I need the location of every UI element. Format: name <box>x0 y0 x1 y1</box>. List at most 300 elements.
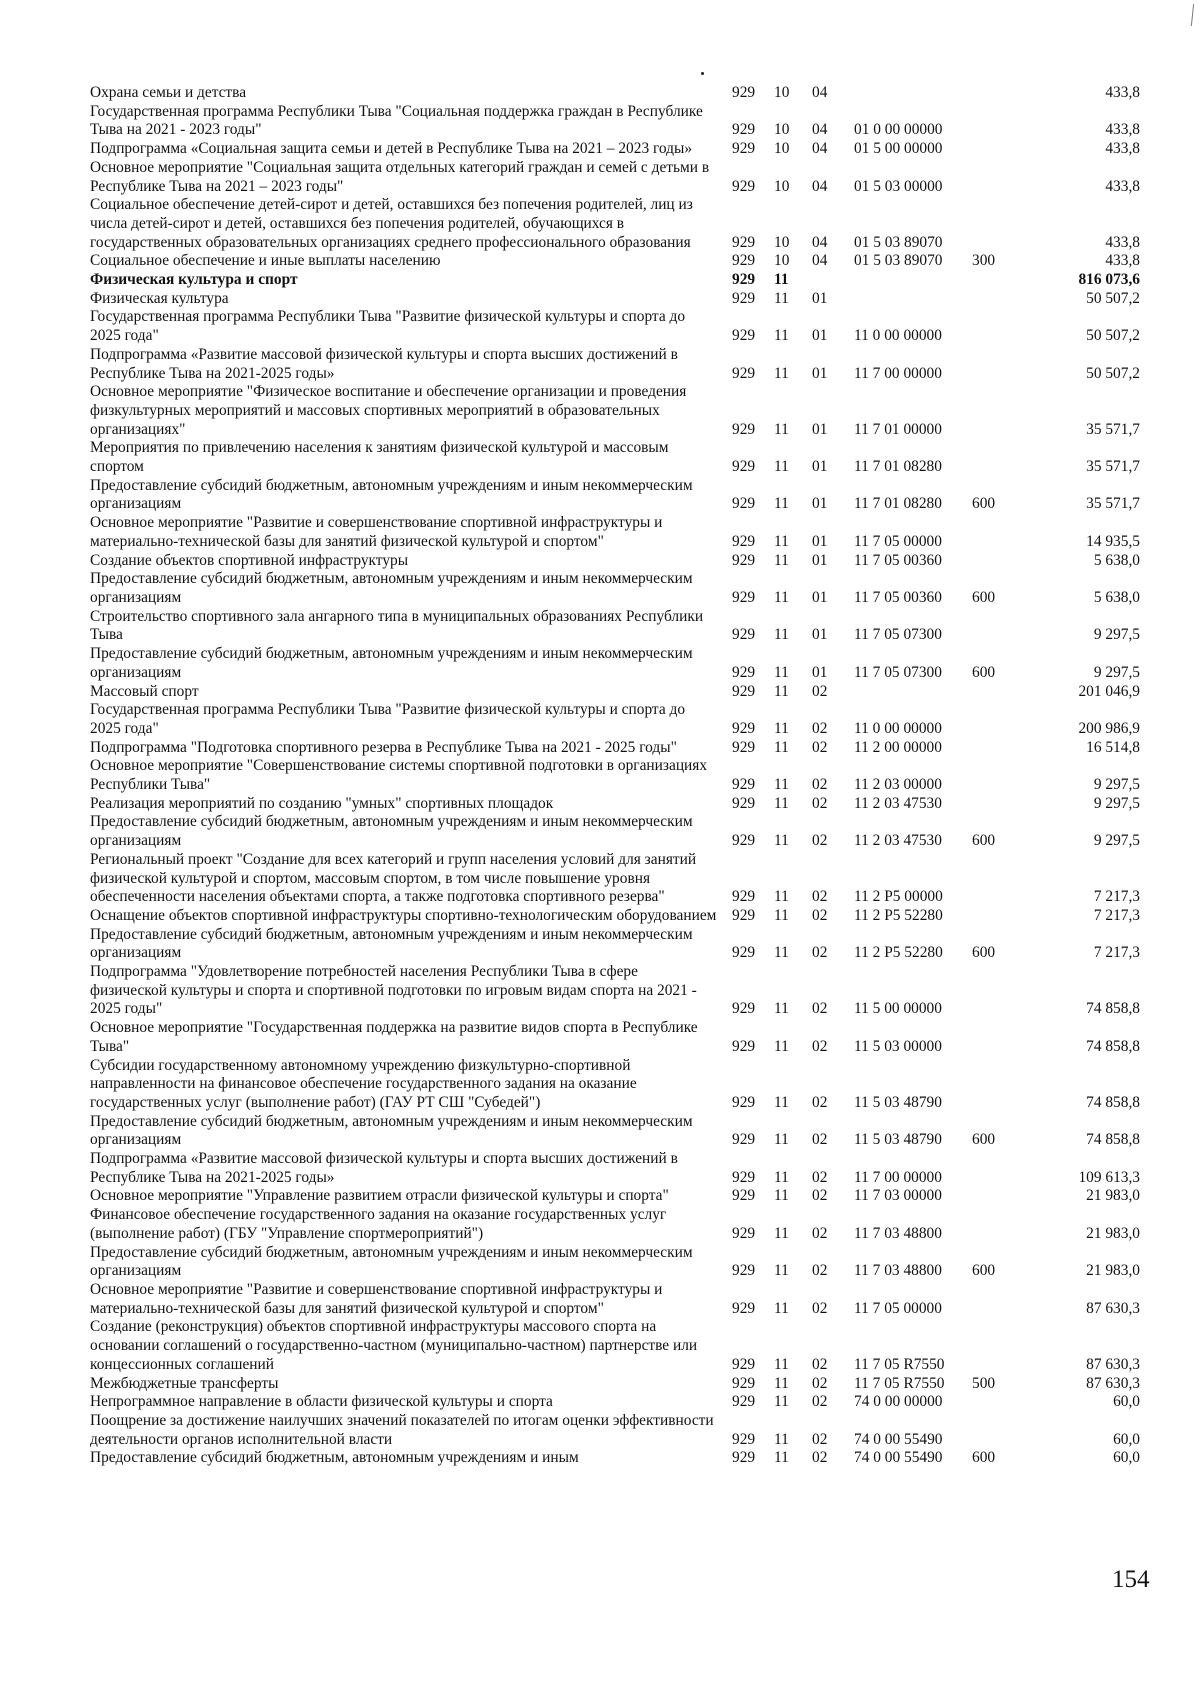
table-row <box>90 196 1140 252</box>
row-expense-type <box>972 140 1022 159</box>
table-row <box>90 1449 1140 1468</box>
row-amount: 50 507,2 <box>1086 364 1140 382</box>
row-section-code: 10 <box>774 177 790 195</box>
row-expense-type: 600 <box>972 495 996 513</box>
row-name: Поощрение за достижение наилучших значений показателей по итогам оценки эффективности деятельности органов исполнительной власти <box>90 1411 714 1448</box>
row-section-code: 10 <box>774 140 790 158</box>
row-target-article: 11 7 05 00360 <box>854 551 942 569</box>
row-target-article: 11 7 05 07300 <box>854 626 942 644</box>
row-expense-type <box>972 552 1022 571</box>
row-target-article: 11 7 05 00000 <box>854 1299 942 1317</box>
row-name: Предоставление субсидий бюджетным, автономным учреждениям и иным некоммерческим организациям <box>90 476 693 513</box>
row-section-code: 11 <box>774 1000 789 1018</box>
row-subsection-code: 02 <box>812 944 828 962</box>
row-subsection-code: 02 <box>812 1131 828 1149</box>
row-target-article: 11 0 00 00000 <box>854 327 942 345</box>
row-target-article: 01 5 03 00000 <box>854 177 943 195</box>
row-name: Государственная программа Республики Тыва "Развитие физической культуры и спорта до 2025 года" <box>90 701 686 737</box>
row-ved-code: 929 <box>732 1224 756 1242</box>
row-subsection-code: 01 <box>812 289 828 307</box>
row-ved-code: 929 <box>732 458 756 476</box>
row-section-code: 11 <box>774 1299 789 1317</box>
row-ved-code: 929 <box>732 364 756 382</box>
row-ved-code: 929 <box>732 626 756 644</box>
row-expense-type: 600 <box>972 1131 996 1149</box>
row-name: Основное мероприятие "Физическое воспитание и обеспечение организации и проведения физкультурных мероприятий и массовых спортивных мероприятий в образовательных организациях" <box>90 383 687 438</box>
row-subsection-code: 02 <box>812 1374 828 1392</box>
table-row <box>90 795 1140 814</box>
row-section-code: 11 <box>774 1355 789 1373</box>
row-subsection-code: 01 <box>812 588 828 606</box>
row-ved-code: 929 <box>732 1393 756 1411</box>
row-amount: 7 217,3 <box>1093 888 1140 906</box>
row-name: Предоставление субсидий бюджетным, автономным учреждениям и иным некоммерческим организациям <box>90 570 693 606</box>
row-subsection-code: 02 <box>812 738 828 756</box>
row-ved-code: 929 <box>732 121 756 139</box>
table-row <box>90 346 1140 383</box>
row-amount: 200 986,9 <box>1078 719 1140 737</box>
row-expense-type: 500 <box>972 1374 996 1392</box>
row-amount: 21 983,0 <box>1086 1224 1140 1242</box>
row-amount: 7 217,3 <box>1093 944 1140 962</box>
row-expense-type <box>972 1393 1022 1412</box>
row-section-code: 11 <box>774 682 789 700</box>
row-name: Физическая культура <box>90 289 229 307</box>
row-section-code: 10 <box>774 84 790 101</box>
row-subsection-code: 02 <box>812 1299 828 1317</box>
row-target-article: 11 7 03 00000 <box>854 1187 942 1205</box>
row-target-article: 74 0 00 55490 <box>854 1449 943 1467</box>
row-target-article <box>850 271 972 290</box>
table-row <box>90 290 1140 309</box>
row-ved-code: 929 <box>732 1299 756 1317</box>
row-amount: 87 630,3 <box>1086 1355 1140 1373</box>
row-section-code: 11 <box>774 327 789 345</box>
row-subsection-code: 01 <box>812 626 828 644</box>
row-ved-code: 929 <box>732 551 756 569</box>
row-expense-type <box>972 683 1022 702</box>
table-row <box>90 1150 1140 1187</box>
row-expense-type <box>972 84 1022 103</box>
row-name: Предоставление субсидий бюджетным, автономным учреждениям и иным некоммерческим организациям <box>90 1112 693 1149</box>
row-name: Предоставление субсидий бюджетным, автономным учреждениям и иным некоммерческим организациям <box>90 1243 693 1280</box>
row-name: Строительство спортивного зала ангарного типа в муниципальных образованиях Республики Тыва <box>90 607 704 644</box>
row-section-code: 11 <box>774 1037 789 1055</box>
row-name: Предоставление субсидий бюджетным, автономным учреждениям и иным <box>90 1449 579 1467</box>
row-section-code: 11 <box>774 1262 789 1280</box>
row-target-article: 74 0 00 55490 <box>854 1430 943 1448</box>
row-ved-code: 929 <box>732 495 756 513</box>
row-expense-type <box>972 346 1022 383</box>
row-ved-code: 929 <box>732 1374 756 1392</box>
row-target-article: 11 2 03 00000 <box>854 776 942 794</box>
row-expense-type <box>972 757 1022 794</box>
table-row <box>90 851 1140 907</box>
row-subsection-code: 02 <box>812 1430 828 1448</box>
row-name: Подпрограмма «Социальная защита семьи и детей в Республике Тыва на 2021 – 2023 годы» <box>90 140 693 158</box>
table-row <box>90 1412 1140 1449</box>
row-subsection-code: 01 <box>812 551 828 569</box>
row-subsection-code: 02 <box>812 1393 828 1411</box>
row-subsection-code: 01 <box>812 495 828 513</box>
row-section-code: 11 <box>774 1187 789 1205</box>
row-subsection-code: 04 <box>812 252 828 270</box>
row-ved-code: 929 <box>732 738 756 756</box>
row-section-code: 11 <box>774 458 789 476</box>
page-number: 154 <box>1112 1566 1150 1593</box>
table-row <box>90 739 1140 758</box>
table-row <box>90 701 1140 738</box>
row-target-article: 01 5 00 00000 <box>854 140 943 158</box>
table-row <box>90 1113 1140 1150</box>
table-row <box>90 552 1140 571</box>
row-section-code: 11 <box>774 1374 789 1392</box>
row-amount: 35 571,7 <box>1086 458 1140 476</box>
row-ved-code: 929 <box>732 1187 756 1205</box>
row-target-article: 11 7 05 07300 <box>854 663 942 681</box>
row-ved-code: 929 <box>732 1262 756 1280</box>
row-target-article: 11 0 00 00000 <box>854 719 942 737</box>
budget-table <box>90 84 1140 1468</box>
row-ved-code: 929 <box>732 588 756 606</box>
table-row <box>90 813 1140 850</box>
row-ved-code: 929 <box>732 663 756 681</box>
row-name: Физическая культура и спорт <box>90 271 298 289</box>
row-name: Субсидии государственному автономному учреждению физкультурно-спортивной направленности на финансовое обеспечение государственного задания на оказание государственных услуг (выполнение работ) (ГАУ РТ СШ "Субедей") <box>90 1056 637 1111</box>
row-name: Социальное обеспечение детей-сирот и детей, оставшихся без попечения родителей, лиц из числа детей-сирот и детей, оставшихся без попечения родителей, обучающихся в государственных образовательных организациях среднего профессионального образования <box>90 196 693 251</box>
row-subsection-code: 04 <box>812 140 828 158</box>
table-row <box>90 252 1140 271</box>
row-target-article: 11 7 03 48800 <box>854 1224 942 1242</box>
row-ved-code: 929 <box>732 906 756 924</box>
row-name: Основное мероприятие "Управление развитием отрасли физической культуры и спорта" <box>90 1187 669 1205</box>
row-section-code: 11 <box>774 588 789 606</box>
row-name: Предоставление субсидий бюджетным, автономным учреждениям и иным некоммерческим организациям <box>90 925 693 962</box>
row-amount: 9 297,5 <box>1093 663 1140 681</box>
row-section-code: 11 <box>774 1168 789 1186</box>
row-target-article: 11 5 03 48790 <box>854 1131 942 1149</box>
row-target-article: 11 5 03 48790 <box>854 1093 942 1111</box>
row-name: Массовый спорт <box>90 682 199 700</box>
row-expense-type <box>972 1412 1022 1449</box>
row-expense-type: 600 <box>972 663 996 681</box>
row-ved-code: 929 <box>732 1430 756 1448</box>
row-expense-type: 600 <box>972 1449 996 1467</box>
row-ved-code: 929 <box>732 832 756 850</box>
row-expense-type <box>972 1281 1022 1318</box>
table-row <box>90 1019 1140 1056</box>
row-ved-code: 929 <box>732 1037 756 1055</box>
row-name: Предоставление субсидий бюджетным, автономным учреждениям и иным некоммерческим организациям <box>90 813 693 850</box>
row-target-article: 01 0 00 00000 <box>854 121 943 139</box>
row-expense-type <box>972 907 1022 926</box>
table-row <box>90 477 1140 514</box>
row-ved-code: 929 <box>732 140 756 158</box>
row-amount: 9 297,5 <box>1093 832 1140 850</box>
row-ved-code: 929 <box>732 1355 756 1373</box>
row-amount: 87 630,3 <box>1086 1299 1140 1317</box>
row-name: Непрограммное направление в области физической культуры и спорта <box>90 1393 553 1411</box>
row-name: Основное мероприятие "Совершенствование системы спортивной подготовки в организациях Республики Тыва" <box>90 757 708 794</box>
row-target-article: 11 7 01 08280 <box>854 458 942 476</box>
table-row <box>90 103 1140 140</box>
row-section-code: 11 <box>774 663 789 681</box>
table-row <box>90 683 1140 702</box>
row-name: Основное мероприятие "Развитие и совершенствование спортивной инфраструктуры и материально-технической базы для занятий физической культурой и спортом" <box>90 1281 663 1317</box>
row-target-article <box>850 683 972 702</box>
row-subsection-code: 02 <box>812 1187 828 1205</box>
row-name: Подпрограмма "Подготовка спортивного резерва в Республике Тыва на 2021 - 2025 годы" <box>90 738 677 756</box>
row-amount: 74 858,8 <box>1086 1093 1140 1111</box>
row-name: Создание (реконструкция) объектов спортивной инфраструктуры массового спорта на основании соглашений о государственно-частном (муниципально-частном) партнерстве или концессионных соглашений <box>90 1318 698 1373</box>
row-name: Подпрограмма «Развитие массовой физической культуры и спорта высших достижений в Республике Тыва на 2021-2025 годы» <box>90 1150 678 1186</box>
row-amount: 9 297,5 <box>1093 626 1140 644</box>
row-section-code: 11 <box>774 906 789 924</box>
row-subsection-code: 02 <box>812 1262 828 1280</box>
table-row <box>90 608 1140 645</box>
row-expense-type <box>972 1318 1022 1374</box>
row-amount: 5 638,0 <box>1093 551 1140 569</box>
row-section-code: 11 <box>774 271 789 289</box>
row-amount: 35 571,7 <box>1086 420 1140 438</box>
row-target-article: 74 0 00 00000 <box>854 1393 943 1411</box>
row-subsection-code: 02 <box>812 682 828 700</box>
table-row <box>90 439 1140 476</box>
row-expense-type <box>972 159 1022 196</box>
row-subsection-code: 04 <box>812 121 828 139</box>
row-name: Создание объектов спортивной инфраструктуры <box>90 551 409 569</box>
row-expense-type <box>972 383 1022 439</box>
table-row <box>90 1318 1140 1374</box>
row-target-article: 11 2 03 47530 <box>854 794 942 812</box>
row-amount: 74 858,8 <box>1086 1000 1140 1018</box>
row-amount: 21 983,0 <box>1086 1262 1140 1280</box>
row-target-article: 11 7 05 R7550 <box>854 1374 945 1392</box>
row-expense-type <box>972 1057 1022 1113</box>
row-section-code: 11 <box>774 832 789 850</box>
row-name: Межбюджетные трансферты <box>90 1374 279 1392</box>
row-subsection-code: 02 <box>812 794 828 812</box>
row-amount: 14 935,5 <box>1086 532 1140 550</box>
row-ved-code: 929 <box>732 1449 756 1467</box>
row-ved-code: 929 <box>732 888 756 906</box>
row-expense-type <box>972 103 1022 140</box>
row-expense-type <box>972 271 1022 290</box>
row-expense-type <box>972 739 1022 758</box>
row-subsection-code: 02 <box>812 719 828 737</box>
row-section-code: 11 <box>774 1430 789 1448</box>
row-section-code: 10 <box>774 233 790 251</box>
table-row <box>90 271 1140 290</box>
table-row <box>90 907 1140 926</box>
table-row <box>90 383 1140 439</box>
row-subsection-code: 04 <box>812 233 828 251</box>
row-name: Основное мероприятие "Развитие и совершенствование спортивной инфраструктуры и материально-технической базы для занятий физической культурой и спортом" <box>90 514 663 550</box>
row-expense-type <box>972 795 1022 814</box>
row-name: Мероприятия по привлечению населения к занятиям физической культурой и массовым спортом <box>90 439 669 476</box>
row-subsection-code: 04 <box>812 177 828 195</box>
row-ved-code: 929 <box>732 252 756 270</box>
row-target-article <box>850 84 972 103</box>
row-amount: 16 514,8 <box>1086 738 1140 756</box>
row-subsection-code: 01 <box>812 532 828 550</box>
row-subsection-code: 02 <box>812 1093 828 1111</box>
row-section-code: 11 <box>774 364 789 382</box>
row-subsection-code <box>810 271 850 290</box>
row-amount: 433,8 <box>1105 252 1140 270</box>
row-amount: 74 858,8 <box>1086 1131 1140 1149</box>
row-expense-type: 600 <box>972 588 996 606</box>
row-target-article: 11 5 03 00000 <box>854 1037 942 1055</box>
row-amount: 74 858,8 <box>1086 1037 1140 1055</box>
row-subsection-code: 01 <box>812 364 828 382</box>
row-target-article: 11 5 00 00000 <box>854 1000 942 1018</box>
row-target-article: 11 2 00 00000 <box>854 738 942 756</box>
row-amount: 21 983,0 <box>1086 1187 1140 1205</box>
row-section-code: 11 <box>774 626 789 644</box>
row-section-code: 11 <box>774 794 789 812</box>
row-amount: 50 507,2 <box>1086 327 1140 345</box>
row-amount: 433,8 <box>1105 233 1140 251</box>
row-ved-code: 929 <box>732 776 756 794</box>
row-expense-type <box>972 1019 1022 1056</box>
row-expense-type <box>972 1150 1022 1187</box>
table-row <box>90 159 1140 196</box>
row-ved-code: 929 <box>732 327 756 345</box>
table-row <box>90 140 1140 159</box>
row-target-article: 01 5 03 89070 <box>854 233 943 251</box>
row-amount: 35 571,7 <box>1086 495 1140 513</box>
table-row <box>90 926 1140 963</box>
row-subsection-code: 02 <box>812 906 828 924</box>
row-target-article: 11 2 P5 52280 <box>854 944 943 962</box>
row-ved-code: 929 <box>732 271 756 289</box>
row-section-code: 11 <box>774 289 789 307</box>
row-section-code: 11 <box>774 1449 789 1467</box>
row-expense-type <box>972 1187 1022 1206</box>
row-target-article: 11 7 05 00000 <box>854 532 942 550</box>
row-subsection-code: 02 <box>812 832 828 850</box>
table-row <box>90 757 1140 794</box>
row-expense-type: 600 <box>972 944 996 962</box>
row-ved-code: 929 <box>732 682 756 700</box>
row-target-article: 11 7 00 00000 <box>854 364 942 382</box>
row-amount: 50 507,2 <box>1086 289 1140 307</box>
row-expense-type <box>972 1206 1022 1243</box>
row-section-code: 11 <box>774 1093 789 1111</box>
row-amount: 9 297,5 <box>1093 776 1140 794</box>
row-ved-code: 929 <box>732 532 756 550</box>
row-amount: 60,0 <box>1113 1430 1140 1448</box>
row-section-code: 11 <box>774 495 789 513</box>
row-name: Охрана семьи и детства <box>90 84 247 101</box>
row-section-code: 11 <box>774 1131 789 1149</box>
row-ved-code: 929 <box>732 1168 756 1186</box>
row-name: Подпрограмма "Удовлетворение потребностей населения Республики Тыва в сфере физической культуры и спорта и спортивной подготовки по игровым видам спорта на 2021 - 2025 годы" <box>90 963 697 1018</box>
row-target-article: 01 5 03 89070 <box>854 252 943 270</box>
table-row <box>90 645 1140 682</box>
row-expense-type <box>972 608 1022 645</box>
row-section-code: 11 <box>774 1393 789 1411</box>
row-section-code: 11 <box>774 551 789 569</box>
row-amount: 7 217,3 <box>1093 906 1140 924</box>
row-amount: 5 638,0 <box>1093 588 1140 606</box>
row-section-code: 10 <box>774 121 790 139</box>
row-target-article: 11 7 05 00360 <box>854 588 942 606</box>
row-expense-type: 300 <box>972 252 996 270</box>
row-amount: 433,8 <box>1105 177 1140 195</box>
row-subsection-code: 04 <box>812 84 828 101</box>
budget-rows <box>90 84 1140 1468</box>
row-name: Подпрограмма «Развитие массовой физической культуры и спорта высших достижений в Республике Тыва на 2021-2025 годы» <box>90 345 678 382</box>
row-amount: 433,8 <box>1105 84 1140 101</box>
table-row <box>90 308 1140 345</box>
table-row <box>90 1393 1140 1412</box>
row-subsection-code: 01 <box>812 420 828 438</box>
row-ved-code: 929 <box>732 1000 756 1018</box>
row-target-article: 11 2 03 47530 <box>854 832 942 850</box>
row-expense-type <box>972 514 1022 551</box>
row-section-code: 11 <box>774 776 789 794</box>
table-row <box>90 514 1140 551</box>
row-name: Основное мероприятие "Социальная защита отдельных категорий граждан и семей с детьми в Республике Тыва на 2021 – 2023 годы" <box>90 158 710 195</box>
row-target-article: 11 7 00 00000 <box>854 1168 942 1186</box>
table-row <box>90 570 1140 607</box>
row-ved-code: 929 <box>732 233 756 251</box>
row-subsection-code: 02 <box>812 1355 828 1373</box>
row-subsection-code: 02 <box>812 888 828 906</box>
row-section-code: 11 <box>774 1224 789 1242</box>
row-ved-code: 929 <box>732 420 756 438</box>
row-name: Государственная программа Республики Тыва "Развитие физической культуры и спорта до 2025 года" <box>90 308 686 345</box>
row-target-article: 11 7 01 08280 <box>854 495 942 513</box>
row-amount: 87 630,3 <box>1086 1374 1140 1392</box>
row-target-article: 11 7 01 00000 <box>854 420 942 438</box>
row-target-article: 11 7 03 48800 <box>854 1262 942 1280</box>
row-target-article <box>850 290 972 309</box>
row-expense-type <box>972 290 1022 309</box>
row-subsection-code: 02 <box>812 1000 828 1018</box>
row-expense-type <box>972 196 1022 252</box>
table-row <box>90 963 1140 1019</box>
row-name: Основное мероприятие "Государственная поддержка на развитие видов спорта в Республике Тыва" <box>90 1019 698 1055</box>
row-section-code: 11 <box>774 532 789 550</box>
row-ved-code: 929 <box>732 289 756 307</box>
row-section-code: 10 <box>774 252 790 270</box>
row-subsection-code: 01 <box>812 458 828 476</box>
table-row <box>90 84 1140 103</box>
row-subsection-code: 02 <box>812 1168 828 1186</box>
row-name: Предоставление субсидий бюджетным, автономным учреждениям и иным некоммерческим организациям <box>90 645 693 681</box>
row-subsection-code: 02 <box>812 1224 828 1242</box>
row-amount: 816 073,6 <box>1078 271 1140 289</box>
table-row <box>90 1206 1140 1243</box>
row-expense-type <box>972 963 1022 1019</box>
row-ved-code: 929 <box>732 177 756 195</box>
row-ved-code: 929 <box>732 84 756 101</box>
row-subsection-code: 01 <box>812 327 828 345</box>
row-expense-type: 600 <box>972 1262 996 1280</box>
row-name: Государственная программа Республики Тыва "Социальная поддержка граждан в Республике Тыва на 2021 - 2023 годы" <box>90 102 703 139</box>
row-amount: 433,8 <box>1105 121 1140 139</box>
table-row <box>90 1375 1140 1394</box>
row-name: Социальное обеспечение и иные выплаты населению <box>90 252 441 270</box>
row-section-code: 11 <box>774 738 789 756</box>
row-amount: 9 297,5 <box>1093 794 1140 812</box>
row-ved-code: 929 <box>732 719 756 737</box>
row-name: Оснащение объектов спортивной инфраструктуры спортивно-технологическим оборудованием <box>90 906 717 924</box>
row-expense-type <box>972 701 1022 738</box>
